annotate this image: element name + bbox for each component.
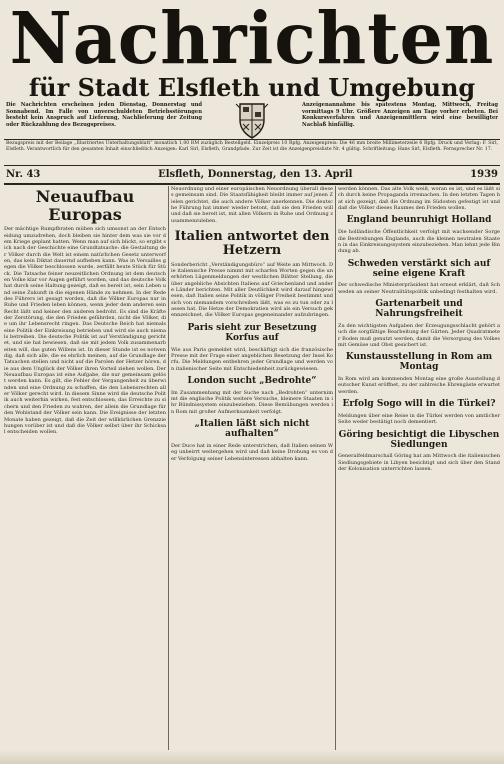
article-headline: Neuaufbau Europas [35,187,135,224]
article-body: Zu den wichtigsten Aufgaben der Erzeugungsschlacht gehört auch die sorgfältige Bearbeitung der Gärten. Jeder Quadratmeter Boden muß genutzt werden, damit die Versorgung des Volkes mit Gemüse und Obst gesichert ist. [338,322,502,348]
article-body: werden können. Das alte Volk weiß, woran es ist, und es läßt sich durch keine Propaganda irremachen. In den letzten Tagen hat sich gezeigt, daß die Ordnung im Südosten gefestigt ist und daß die Völker dieses Raumes den Frieden wollen. [338,186,502,212]
article-body: Meldungen über eine Reise in die Türkei werden von amtlicher Seite weder bestätigt noch dementiert. [338,412,502,426]
divider [4,139,500,140]
article-body: Wie aus Paris gemeldet wird, beschäftigt sich die französische Presse mit der Frage einer angeblichen Besetzung der Insel Korfu. Die Meldungen entbehren jeder Grundlage und werden von italienischer Seite mit Entschiedenheit zurückgewiesen. [171,346,335,372]
article-subheadline: London sucht „Bedrohte“ [187,375,317,386]
advertising-info: Anzeigenannahme bis spätestens Montag, Mittwoch, Freitag vormittags 9 Uhr. Größere Anzeigen am Tage vorher erbeten. Bei Konkursverfahren und Anzeigenmittlern wird eine bewilligter Nachlaß hinfällig. [302,102,498,128]
masthead [4,0,500,102]
article-headline: Göring besichtigt die Libyschen Siedlungen [338,429,500,450]
article-body: Der mächtige Rumpfbraten mühen sich umsonst an der Entscheidung umzudrehen, doch bleiben sie hinter dem was sie vor dem Kriege geplant hatten. Wenn man auf sich blickt, so ergibt sich nach der Geschichte eine Grundtatsache: die Gestaltung der Völker durch die Welt ist einem natürlichen Gesetz unterworfen, das kein Diktat dauernd aufheben kann. Was in Versailles gegen die Völker beschlossen wurde, zerfällt heute Stück für Stück. Die Tatsache feiner neuzeitlichen Ordnung ist dem deutschen Volke klar vor Augen geführt worden, und das deutsche Volk hat durch seine Haltung gezeigt, daß es bereit ist, sein Leben und seine Zukunft in die eigenen Hände zu nehmen. In der Rede des Führers ist gesagt worden, daß die Völker Europas nur in Ruhe und Frieden leben können, wenn jeder dem anderen sein Recht läßt und keiner den anderen bedroht. Es sind die Kräfte der Zerstörung, die den Frieden gefährden, nicht die Völker, die um ihr Lebensrecht ringen. Das Deutsche Reich hat niemals eine Politik der Einkreisung betrieben und wird sie auch niemals betreiben. Die deutsche Politik ist auf Verständigung gerichtet, und sie hat bewiesen, daß sie mit jedem Volk zusammenarbeiten will, das guten Willens ist. In dieser Stunde ist es notwendig, daß sich alle, die es ehrlich meinen, auf die Grundlage der Tatsachen stellen und nicht auf die Parolen der Hetzer hören, die aus dem Unglück der Völker ihren Vorteil ziehen wollen. Der Neuaufbau Europas ist eine Aufgabe, die nur gemeinsam gelöst werden kann. Es gilt, die Fehler der Vergangenheit zu überwinden und eine Ordnung zu schaffen, die den Lebensrechten aller Völker gerecht wird. In diesem Sinne wird die deutsche Politik auch weiterhin wirken, fest entschlossen, das Erreichte zu sichern und den Frieden zu wahren, der allein die Grundlage für den Wohlstand der Völker sein kann. Die Ereignisse der letzten Monate haben gezeigt, daß die Zeit der willkürlichen Grenzziehungen vorüber ist und daß die Völker selbst über ihr Schicksal entscheiden wollen. [4,226,168,436]
article-body: Sonderbericht „Verständigungsbüro“ auf Weite am Mittwoch. Die italienische Presse nimmt mit scharfen Worten gegen die unerhörten Lügenmeldungen der westlichen Blätter Stellung, die über angebliche Absichten Italiens auf Griechenland und andere Länder berichten. Mit aller Deutlichkeit wird darauf hingewiesen, daß Italien seine Politik in völliger Freiheit bestimmt und sich von niemandem vorschreiben läßt, was es zu tun oder zu lassen hat. Die Hetze der Demokratien wird als ein Versuch gekennzeichnet, die Völker Europas gegeneinander aufzubringen. [171,261,335,319]
issue-year: 1939 [470,168,498,180]
article-headline: Kunstausstellung in Rom am Montag [345,352,493,373]
column-divider [335,186,336,752]
article-body: Im Zusammenhang mit der Suche nach „Bedrohten“ unternimmt die englische Politik weitere Versuche, kleinere Staaten in ihr Bündnissystem einzubeziehen. Diese Bemühungen werden in Rom mit großer Aufmerksamkeit verfolgt. [171,389,333,415]
article-headline: England beunruhigt Holland [346,215,492,226]
article-subheadline: Paris sieht zur Besetzung Korfus auf [187,322,317,343]
masthead-info-row [6,102,498,138]
issue-date: Elsfleth, Donnerstag, den 13. April [158,168,353,180]
publisher-info: Bezugspreis mit der Beilage „Illustriertes Unterhaltungsblatt“ monatlich 1,00 RM zuzüglich Bestellgeld. Einzelpreis 10 Rpfg. Anzeigenpreis: Die 46 mm breite Millimeterzeile 6 Rpfg. Druck und Verlag: F. Sirl, Elsfleth. Verantwortlich für den gesamten Inhalt einschließlich Anzeigen: Karl Sirl, Elsfleth, Grandpfade. Zur Zeit ist die Anzeigenpreisliste Nr. 4 gültig. Schriftleitung: Hans Sirl, Elsfleth. Fernsprecher Nr. 17. [6,141,498,153]
article-body: Generalfeldmarschall Göring hat am Mittwoch die italienischen Siedlungsgebiete in Libyen besichtigt und sich über den Stand der Kolonisation unterrichten lassen. [338,453,502,473]
article-body: Der schwedische Ministerpräsident hat erneut erklärt, daß Schweden an seiner Neutralitätspolitik unbedingt festhalten wird. [338,282,500,295]
newspaper-subtitle: für Stadt Elsfleth und Umgebung [28,73,476,102]
dateline [6,167,498,181]
article-body: Die holländische Öffentlichkeit verfolgt mit wachsender Sorge die Bestrebungen Englands, auch die kleinen neutralen Staaten in das Einkreisungssystem einzubeziehen. Man lehnt jede Bindung ab. [338,229,502,255]
column-divider [168,186,169,752]
article-headline: Erfolg Sogo will in die Türkei? [342,399,496,410]
issue-number: Nr. 43 [6,168,41,180]
newspaper-title: Nachrichten [9,0,495,82]
column-1 [4,186,166,754]
article-body: Neuordnung und einer europäischen Neuordnung überall dieses gemeinsam sind. Die Staatsfähigkeit bleibt immer auf jenen Zielen gerichtet, die auch andere Völker anerkennen. Die deutsche Führung hat immer wieder betont, daß sie den Frieden will und daß sie bereit ist, mit allen Völkern in Ruhe und Ordnung zusammenzuleben. [171,186,335,224]
divider [4,183,500,185]
article-subheadline: „Italien läßt sich nicht aufhalten“ [194,419,310,440]
article-headline: Italien antwortet den Hetzern [174,229,330,259]
article-body: In Rom wird am kommenden Montag eine große Ausstellung deutscher Kunst eröffnet, zu der zahlreiche Ehrengäste erwartet werden. [338,376,502,395]
article-headline: Schweden verstärkt sich auf seine eigene Kraft [347,258,491,279]
article-headline: Gartenarbeit und Nahrungsfreiheit [375,299,463,319]
divider [4,165,500,166]
article-body: Der Duce hat in einer Rede unterstrichen, daß Italien seinen Weg unbeirrt weitergehen wird und daß keine Drohung es von der Verfolgung seiner Lebensinteressen abhalten kann. [171,442,333,462]
column-3 [338,186,500,754]
column-2 [171,186,333,754]
coat-of-arms-icon [232,100,272,140]
publication-info: Die Nachrichten erscheinen jeden Dienstag, Donnerstag und Sonnabend. Im Falle von unverschuldeten Betriebsstörungen besteht kein Anspruch auf Lieferung, Nachlieferung der Zeitung oder Rückzahlung des Bezugspreises. [6,102,202,128]
